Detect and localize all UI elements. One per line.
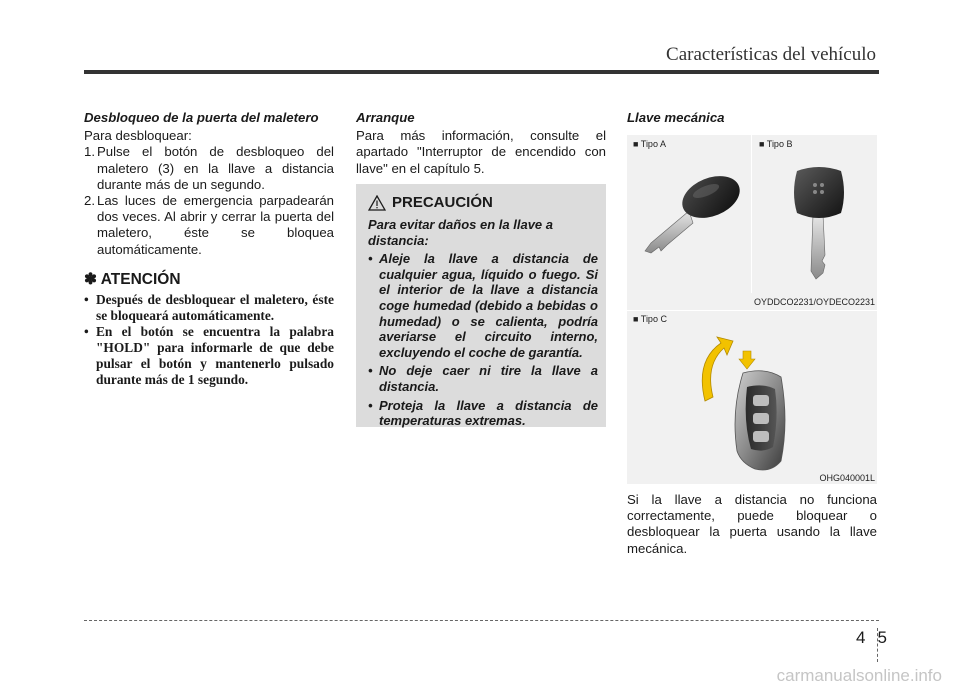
watermark: carmanualsonline.info bbox=[776, 666, 942, 685]
start-heading: Arranque bbox=[356, 110, 415, 125]
chapter-number: 4 bbox=[856, 628, 866, 647]
page-number bbox=[856, 628, 887, 648]
step-1 bbox=[84, 144, 334, 193]
mechanical-key-text-block bbox=[627, 492, 877, 557]
attention-title: ✽ ATENCIÓN bbox=[84, 270, 181, 288]
step-2-number: 2. bbox=[84, 193, 95, 209]
photo-code-top: OYDDCO2231/OYDECO2231 bbox=[753, 297, 875, 307]
step-1-number: 1. bbox=[84, 144, 95, 160]
footer-rule bbox=[84, 620, 879, 621]
bullet-icon: • bbox=[368, 251, 373, 267]
attention-item-text: En el botón se encuentra la palabra "HOLD" para informarle de que debe pulsar el botón y mantenerlo pulsado durante más de 1 segundo. bbox=[96, 324, 334, 388]
column-mechanical-key bbox=[627, 110, 877, 128]
caution-box bbox=[356, 184, 606, 427]
bullet-icon: • bbox=[368, 363, 373, 379]
key-photo-types-a-b bbox=[627, 135, 877, 310]
key-photo-type-c bbox=[627, 310, 877, 484]
start-text: Para más información, consulte el apartado "Interruptor de encendido con llave" en el capítulo 5. bbox=[356, 128, 606, 176]
warning-triangle-icon bbox=[368, 195, 386, 211]
attention-item bbox=[84, 292, 334, 324]
caution-item bbox=[368, 398, 598, 429]
caution-body bbox=[368, 217, 598, 429]
tag-type-b: ■ Tipo B bbox=[759, 139, 793, 149]
trunk-unlock-intro: Para desbloquear: bbox=[84, 128, 192, 144]
step-2-text: Las luces de emergencia parpadearán dos veces. Al abrir y cerrar la puerta del maletero, éste se bloquea automáticamente. bbox=[97, 193, 334, 257]
column-start bbox=[356, 110, 606, 177]
mechanical-key-text: Si la llave a distancia no funciona correctamente, puede bloquear o desbloquear la puerta usando la llave mecánica. bbox=[627, 492, 877, 556]
header-rule bbox=[84, 70, 879, 74]
page-number-value: 5 bbox=[877, 628, 887, 647]
smart-key-type-c-icon bbox=[685, 331, 825, 481]
step-2 bbox=[84, 193, 334, 258]
column-trunk-unlock bbox=[84, 110, 334, 388]
caution-item-text: No deje caer ni tire la llave a distancia. bbox=[379, 363, 598, 394]
photo-divider bbox=[751, 135, 752, 293]
step-1-text: Pulse el botón de desbloqueo del maletero (3) en la llave a distancia durante más de un segundo. bbox=[97, 144, 334, 192]
caution-header bbox=[368, 194, 598, 211]
bullet-icon: • bbox=[84, 292, 89, 308]
tag-type-a: ■ Tipo A bbox=[633, 139, 666, 149]
key-type-b-icon bbox=[785, 165, 855, 290]
caution-item bbox=[368, 363, 598, 394]
header-title: Características del vehículo bbox=[666, 44, 876, 65]
caution-item-text: Aleje la llave a distancia de cualquier agua, líquido o fuego. Si el interior de la llave a distancia coge humedad (debido a bebidas o humedad) o se calienta, podría averiarse el circuito interno, excluyendo el coche de garantía. bbox=[379, 251, 598, 360]
caution-item bbox=[368, 251, 598, 360]
attention-list bbox=[84, 292, 334, 388]
caution-item-text: Proteja la llave a distancia de temperaturas extremas. bbox=[379, 397, 598, 429]
tag-type-c: ■ Tipo C bbox=[633, 314, 667, 324]
caution-intro: Para evitar daños en la llave a distancia: bbox=[368, 217, 553, 248]
mechanical-key-heading: Llave mecánica bbox=[627, 110, 725, 125]
attention-item-text: Después de desbloquear el maletero, éste se bloqueará automáticamente. bbox=[96, 292, 334, 324]
caution-title: PRECAUCIÓN bbox=[392, 194, 493, 211]
bullet-icon: • bbox=[84, 324, 89, 340]
attention-item bbox=[84, 324, 334, 388]
photo-code-bottom: OHG040001L bbox=[819, 473, 875, 483]
trunk-unlock-heading: Desbloqueo de la puerta del maletero bbox=[84, 110, 319, 125]
bullet-icon: • bbox=[368, 397, 373, 413]
key-type-a-icon bbox=[631, 165, 749, 265]
